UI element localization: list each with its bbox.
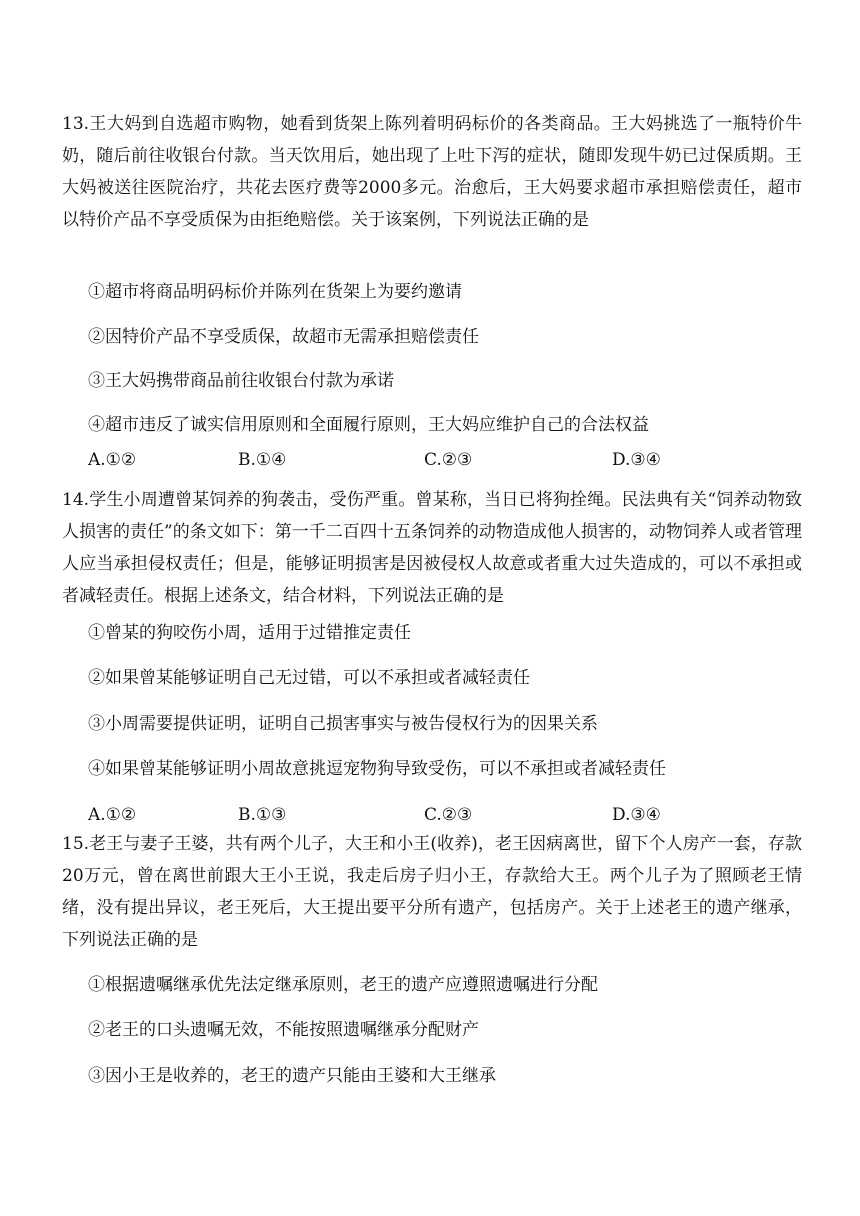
choice-d: D.③④ xyxy=(612,450,661,470)
statement-15-2: ②老王的口头遗嘱无效，不能按照遗嘱继承分配财产 xyxy=(88,1020,479,1040)
choice-b: B.①④ xyxy=(238,450,287,470)
choice-c: C.②③ xyxy=(424,805,473,825)
statement-13-4: ④超市违反了诚实信用原则和全面履行原则，王大妈应维护自己的合法权益 xyxy=(88,415,649,435)
choice-a: A.①② xyxy=(88,450,137,470)
statement-14-3: ③小周需要提供证明，证明自己损害事实与被告侵权行为的因果关系 xyxy=(88,714,598,734)
statement-13-1: ①超市将商品明码标价并陈列在货架上为要约邀请 xyxy=(88,282,462,302)
choice-c: C.②③ xyxy=(424,450,473,470)
choice-a: A.①② xyxy=(88,805,137,825)
question-stem: 14.学生小周遭曾某饲养的狗袭击，受伤严重。曾某称，当日已将狗拴绳。民法典有关“饲养动物致人损害的责任”的条文如下：第一千二百四十五条饲养的动物造成他人损害的，动物饲养人或者管理人应当承担侵权责任；但是，能够证明损害是因被侵权人故意或者重大过失造成的，可以不承担或者减轻责任。根据上述条文，结合材料，下列说法正确的是 xyxy=(62,490,802,606)
choice-b: B.①③ xyxy=(238,805,287,825)
question-stem: 15.老王与妻子王婆，共有两个儿子，大王和小王(收养)，老王因病离世，留下个人房产一套，存款20万元，曾在离世前跟大王小王说，我走后房子归小王，存款给大王。两个儿子为了照顾老王情绪，没有提出异议，老王死后，大王提出要平分所有遗产，包括房产。关于上述老王的遗产继承，下列说法正确的是 xyxy=(62,834,802,950)
statement-13-3: ③王大妈携带商品前往收银台付款为承诺 xyxy=(88,371,394,391)
statement-14-1: ①曾某的狗咬伤小周，适用于过错推定责任 xyxy=(88,623,411,643)
question-13-stem xyxy=(62,108,802,236)
statement-14-2: ②如果曾某能够证明自己无过错，可以不承担或者减轻责任 xyxy=(88,668,530,688)
statement-15-3: ③因小王是收养的，老王的遗产只能由王婆和大王继承 xyxy=(88,1066,496,1086)
statement-14-4: ④如果曾某能够证明小周故意挑逗宠物狗导致受伤，可以不承担或者减轻责任 xyxy=(88,759,666,779)
question-15-stem xyxy=(62,828,802,956)
choice-d: D.③④ xyxy=(612,805,661,825)
statement-13-2: ②因特价产品不享受质保，故超市无需承担赔偿责任 xyxy=(88,327,479,347)
question-14-stem xyxy=(62,484,802,612)
question-stem: 13.王大妈到自选超市购物，她看到货架上陈列着明码标价的各类商品。王大妈挑选了一瓶特价牛奶，随后前往收银台付款。当天饮用后，她出现了上吐下泻的症状，随即发现牛奶已过保质期。王大妈被送往医院治疗，共花去医疗费等2000多元。治愈后，王大妈要求超市承担赔偿责任，超市以特价产品不享受质保为由拒绝赔偿。关于该案例，下列说法正确的是 xyxy=(62,114,802,230)
statement-15-1: ①根据遗嘱继承优先法定继承原则，老王的遗产应遵照遗嘱进行分配 xyxy=(88,975,598,995)
